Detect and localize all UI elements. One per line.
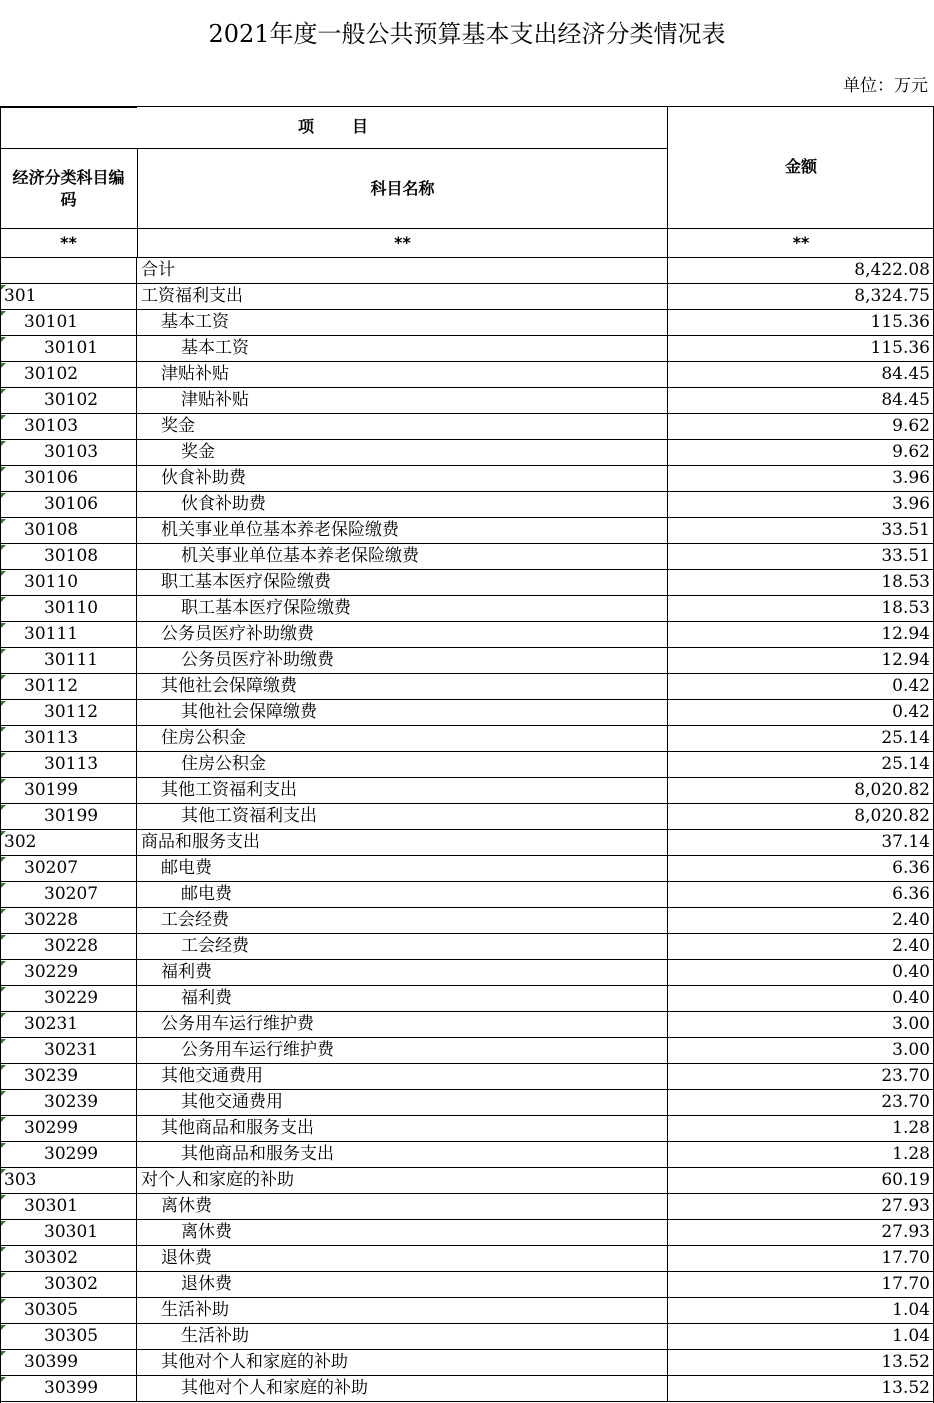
table-row xyxy=(0,1090,934,1116)
table-row xyxy=(0,414,934,440)
row-code: 30299 xyxy=(0,1116,137,1141)
row-code: 30103 xyxy=(0,440,137,465)
row-name: 住房公积金 xyxy=(137,726,668,751)
row-amount: 1.04 xyxy=(892,1300,930,1320)
table-row xyxy=(0,1116,934,1142)
row-amount: 37.14 xyxy=(881,832,930,852)
row-amount: 6.36 xyxy=(892,884,930,904)
row-name: 生活补助 xyxy=(137,1298,668,1323)
row-name: 福利费 xyxy=(137,986,668,1011)
row-name: 对个人和家庭的补助 xyxy=(137,1168,668,1193)
row-code: 30106 xyxy=(0,466,137,491)
row-code: 303 xyxy=(0,1168,137,1193)
row-amount: 60.19 xyxy=(881,1170,930,1190)
row-amount: 3.96 xyxy=(892,494,930,514)
row-amount: 33.51 xyxy=(881,546,930,566)
row-amount: 3.00 xyxy=(892,1040,930,1060)
table-row xyxy=(0,1064,934,1090)
row-amount: 0.42 xyxy=(892,676,930,696)
row-code: 30101 xyxy=(0,336,137,361)
row-name: 机关事业单位基本养老保险缴费 xyxy=(137,518,668,543)
row-code: 30112 xyxy=(0,674,137,699)
row-amount: 1.28 xyxy=(892,1144,930,1164)
row-name: 工会经费 xyxy=(137,934,668,959)
table-body xyxy=(0,258,934,1402)
table-row xyxy=(0,336,934,362)
row-amount: 17.70 xyxy=(881,1248,930,1268)
row-amount: 9.62 xyxy=(892,416,930,436)
row-code: 30207 xyxy=(0,882,137,907)
header-name-column: 科目名称 xyxy=(370,178,435,198)
row-amount: 8,324.75 xyxy=(854,286,930,306)
row-name: 退休费 xyxy=(137,1246,668,1271)
row-amount: 12.94 xyxy=(881,650,930,670)
row-code: 30102 xyxy=(0,362,137,387)
table-row xyxy=(0,570,934,596)
row-code: 30228 xyxy=(0,934,137,959)
row-name: 邮电费 xyxy=(137,882,668,907)
table-row xyxy=(0,258,934,284)
table-row xyxy=(0,1298,934,1324)
header-project: 项 目 xyxy=(297,117,370,136)
table-row xyxy=(0,622,934,648)
row-amount: 6.36 xyxy=(892,858,930,878)
table-row xyxy=(0,518,934,544)
row-name: 伙食补助费 xyxy=(137,492,668,517)
table-row xyxy=(0,1142,934,1168)
row-code: 30108 xyxy=(0,544,137,569)
row-name: 奖金 xyxy=(137,440,668,465)
row-code: 30231 xyxy=(0,1012,137,1037)
table-row xyxy=(0,1272,934,1298)
table-row xyxy=(0,440,934,466)
row-code: 30299 xyxy=(0,1142,137,1167)
row-code: 30228 xyxy=(0,908,137,933)
row-name: 福利费 xyxy=(137,960,668,985)
row-code: 30302 xyxy=(0,1246,137,1271)
row-name: 公务用车运行维护费 xyxy=(137,1012,668,1037)
row-code: 30239 xyxy=(0,1090,137,1115)
header-name-marker: ** xyxy=(394,233,411,252)
row-code: 30301 xyxy=(0,1194,137,1219)
row-name: 工资福利支出 xyxy=(137,284,668,309)
row-amount: 115.36 xyxy=(870,312,930,332)
header-amount-column: 金额 xyxy=(784,157,817,176)
header-code-column: 经济分类科目编码 xyxy=(12,167,125,209)
page-title: 2021年度一般公共预算基本支出经济分类情况表 xyxy=(208,20,726,48)
row-amount: 2.40 xyxy=(892,910,930,930)
row-code: 30112 xyxy=(0,700,137,725)
table-row xyxy=(0,1376,934,1402)
row-amount: 25.14 xyxy=(881,754,930,774)
row-amount: 8,020.82 xyxy=(854,780,930,800)
table-row xyxy=(0,1324,934,1350)
row-name: 其他社会保障缴费 xyxy=(137,700,668,725)
row-name: 基本工资 xyxy=(137,310,668,335)
table-row xyxy=(0,778,934,804)
row-amount: 17.70 xyxy=(881,1274,930,1294)
row-amount: 3.00 xyxy=(892,1014,930,1034)
row-name: 公务用车运行维护费 xyxy=(137,1038,668,1063)
row-amount: 0.42 xyxy=(892,702,930,722)
row-amount: 18.53 xyxy=(881,598,930,618)
table-row xyxy=(0,492,934,518)
row-code: 30229 xyxy=(0,960,137,985)
row-name: 商品和服务支出 xyxy=(137,830,668,855)
row-code: 30399 xyxy=(0,1376,137,1401)
row-code: 30229 xyxy=(0,986,137,1011)
row-amount: 12.94 xyxy=(881,624,930,644)
row-amount: 1.28 xyxy=(892,1118,930,1138)
table-row xyxy=(0,284,934,310)
table-row xyxy=(0,1012,934,1038)
row-amount: 8,020.82 xyxy=(854,806,930,826)
table-header xyxy=(0,106,934,258)
row-name: 其他工资福利支出 xyxy=(137,804,668,829)
table-row xyxy=(0,804,934,830)
row-name: 生活补助 xyxy=(137,1324,668,1349)
table-row xyxy=(0,830,934,856)
body-left-rule xyxy=(0,258,1,1403)
row-amount: 2.40 xyxy=(892,936,930,956)
row-amount: 23.70 xyxy=(881,1066,930,1086)
header-amount-marker: ** xyxy=(792,233,810,252)
row-name: 基本工资 xyxy=(137,336,668,361)
row-name: 其他对个人和家庭的补助 xyxy=(137,1350,668,1375)
row-name: 其他商品和服务支出 xyxy=(137,1116,668,1141)
row-name: 其他社会保障缴费 xyxy=(137,674,668,699)
table-row xyxy=(0,934,934,960)
table-row xyxy=(0,908,934,934)
row-name: 退休费 xyxy=(137,1272,668,1297)
row-code: 302 xyxy=(0,830,137,855)
row-code: 30305 xyxy=(0,1298,137,1323)
row-code: 30302 xyxy=(0,1272,137,1297)
row-amount: 0.40 xyxy=(892,988,930,1008)
header-code-marker: ** xyxy=(60,233,77,252)
row-name: 离休费 xyxy=(137,1194,668,1219)
unit-label: 单位：万元 xyxy=(843,76,928,96)
table-row xyxy=(0,1038,934,1064)
row-amount: 33.51 xyxy=(881,520,930,540)
table-row xyxy=(0,882,934,908)
row-code: 30108 xyxy=(0,518,137,543)
row-amount: 13.52 xyxy=(881,1378,930,1398)
table-row xyxy=(0,986,934,1012)
row-code: 30399 xyxy=(0,1350,137,1375)
row-name: 职工基本医疗保险缴费 xyxy=(137,570,668,595)
table-row xyxy=(0,648,934,674)
row-name: 公务员医疗补助缴费 xyxy=(137,622,668,647)
row-amount: 23.70 xyxy=(881,1092,930,1112)
table-row xyxy=(0,700,934,726)
row-amount: 27.93 xyxy=(881,1222,930,1242)
row-name: 公务员医疗补助缴费 xyxy=(137,648,668,673)
row-code: 301 xyxy=(0,284,137,309)
row-name: 邮电费 xyxy=(137,856,668,881)
row-name: 其他工资福利支出 xyxy=(137,778,668,803)
row-amount: 1.04 xyxy=(892,1326,930,1346)
row-name: 津贴补贴 xyxy=(137,388,668,413)
row-code: 30106 xyxy=(0,492,137,517)
row-name: 奖金 xyxy=(137,414,668,439)
row-name: 机关事业单位基本养老保险缴费 xyxy=(137,544,668,569)
row-amount: 3.96 xyxy=(892,468,930,488)
row-amount: 9.62 xyxy=(892,442,930,462)
table-row xyxy=(0,1350,934,1376)
row-name: 伙食补助费 xyxy=(137,466,668,491)
row-code: 30301 xyxy=(0,1220,137,1245)
table-row xyxy=(0,466,934,492)
row-name: 其他商品和服务支出 xyxy=(137,1142,668,1167)
table-row xyxy=(0,856,934,882)
row-name: 工会经费 xyxy=(137,908,668,933)
row-name: 离休费 xyxy=(137,1220,668,1245)
row-code: 30113 xyxy=(0,752,137,777)
row-code: 30207 xyxy=(0,856,137,881)
table-row xyxy=(0,310,934,336)
row-name: 住房公积金 xyxy=(137,752,668,777)
row-code: 30239 xyxy=(0,1064,137,1089)
row-code: 30111 xyxy=(0,648,137,673)
table-row xyxy=(0,1194,934,1220)
row-code: 30111 xyxy=(0,622,137,647)
table-row xyxy=(0,1246,934,1272)
table-row xyxy=(0,544,934,570)
row-amount: 115.36 xyxy=(870,338,930,358)
table-row xyxy=(0,674,934,700)
table-row xyxy=(0,960,934,986)
row-name: 职工基本医疗保险缴费 xyxy=(137,596,668,621)
table-row xyxy=(0,596,934,622)
row-name: 合计 xyxy=(137,258,668,283)
row-code: 30113 xyxy=(0,726,137,751)
row-code xyxy=(0,258,137,283)
row-amount: 8,422.08 xyxy=(854,260,930,280)
row-amount: 18.53 xyxy=(881,572,930,592)
row-code: 30102 xyxy=(0,388,137,413)
row-amount: 0.40 xyxy=(892,962,930,982)
row-code: 30110 xyxy=(0,596,137,621)
row-code: 30101 xyxy=(0,310,137,335)
table-row xyxy=(0,388,934,414)
table-row xyxy=(0,362,934,388)
row-code: 30110 xyxy=(0,570,137,595)
table-row xyxy=(0,752,934,778)
row-amount: 84.45 xyxy=(881,390,930,410)
table-row xyxy=(0,1220,934,1246)
row-name: 其他交通费用 xyxy=(137,1064,668,1089)
row-name: 其他交通费用 xyxy=(137,1090,668,1115)
row-amount: 25.14 xyxy=(881,728,930,748)
row-code: 30103 xyxy=(0,414,137,439)
row-amount: 13.52 xyxy=(881,1352,930,1372)
row-amount: 84.45 xyxy=(881,364,930,384)
row-code: 30305 xyxy=(0,1324,137,1349)
row-name: 其他对个人和家庭的补助 xyxy=(137,1376,668,1401)
row-code: 30231 xyxy=(0,1038,137,1063)
row-code: 30199 xyxy=(0,804,137,829)
row-name: 津贴补贴 xyxy=(137,362,668,387)
row-amount: 27.93 xyxy=(881,1196,930,1216)
table-row xyxy=(0,1168,934,1194)
table-row xyxy=(0,726,934,752)
row-code: 30199 xyxy=(0,778,137,803)
